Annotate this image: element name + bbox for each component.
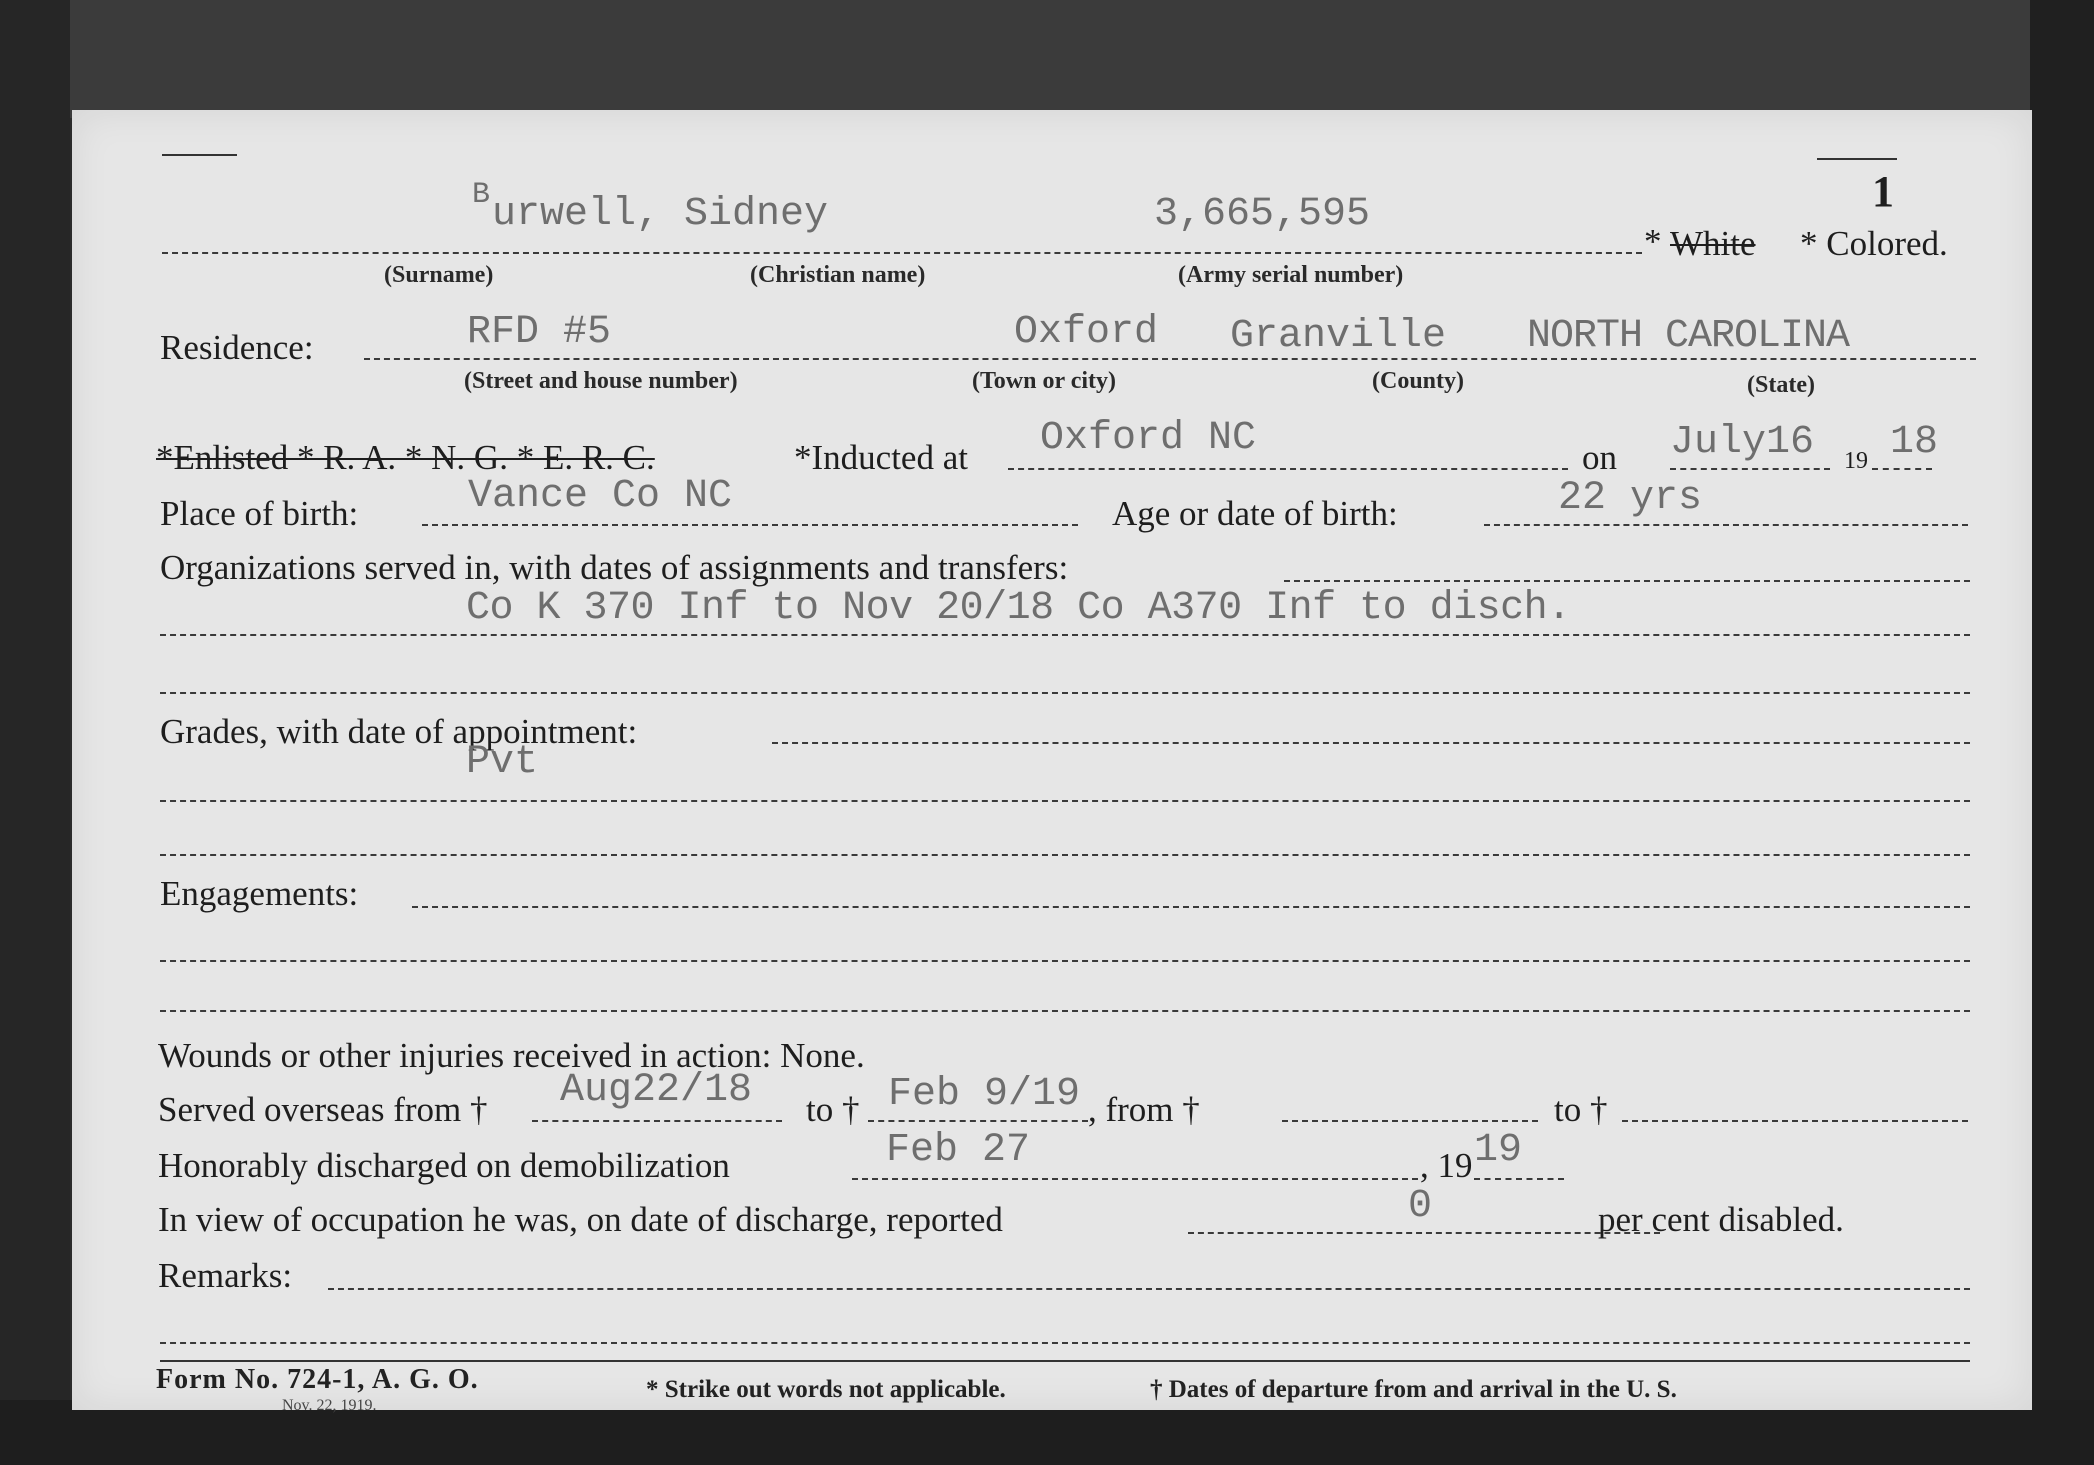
disabled-label: per cent disabled. <box>1598 1200 1844 1239</box>
engagements-line-2 <box>160 960 1970 962</box>
overseas-to-line-2 <box>1622 1120 1968 1122</box>
organizations-line-3 <box>160 692 1970 694</box>
dates-note: † Dates of departure from and arrival in the U. S. <box>1150 1376 1677 1403</box>
name-line <box>162 252 1642 254</box>
inducted-place-value: Oxford NC <box>1040 416 1257 461</box>
overseas-label: Served overseas from † <box>158 1090 488 1129</box>
race-colored: * Colored. <box>1800 224 1948 263</box>
card-number: 1 <box>1872 167 1894 216</box>
inducted-date-value: July16 <box>1670 420 1815 465</box>
organizations-value: Co K 370 Inf to Nov 20/18 Co A370 Inf to disch. <box>466 586 1571 631</box>
birth-place-label: Place of birth: <box>160 494 359 533</box>
engagements-line-3 <box>160 1010 1970 1012</box>
organizations-label: Organizations served in, with dates of assignments and transfers: <box>160 548 1069 587</box>
overseas-to-value: Feb 9/19 <box>888 1072 1081 1117</box>
overseas-from-label-2: , from † <box>1088 1090 1200 1129</box>
caption-town: (Town or city) <box>972 368 1116 394</box>
surname-initial: B <box>472 178 491 212</box>
inducted-year-prefix: 19 <box>1844 448 1868 474</box>
inducted-label: *Inducted at <box>794 438 968 477</box>
background-top <box>0 0 2094 118</box>
caption-christian-name: (Christian name) <box>750 262 926 288</box>
organizations-line-1 <box>1284 580 1970 582</box>
top-left-rule <box>162 154 237 156</box>
discharge-date-value: Feb 27 <box>886 1128 1031 1173</box>
background-right <box>2030 0 2094 1465</box>
name-value: urwell, Sidney <box>492 192 829 237</box>
caption-street: (Street and house number) <box>464 368 738 394</box>
occupation-label: In view of occupation he was, on date of discharge, reported <box>158 1200 1003 1239</box>
form-number: Form No. 724-1, A. G. O. <box>156 1364 479 1395</box>
wounds-label: Wounds or other injuries received in action: None. <box>158 1036 865 1075</box>
discharge-year-value: 19 <box>1474 1128 1523 1173</box>
overseas-to-label-2: to † <box>1554 1090 1608 1129</box>
serial-number-value: 3,665,595 <box>1154 192 1371 237</box>
remarks-line-2 <box>160 1342 1970 1344</box>
inducted-date-line <box>1670 468 1830 470</box>
county-value: Granville <box>1230 314 1447 359</box>
discharge-year-prefix: , 19 <box>1420 1146 1473 1185</box>
overseas-to-line <box>868 1120 1088 1122</box>
remarks-line-1 <box>328 1288 1970 1290</box>
grades-line-3 <box>160 854 1970 856</box>
grade-value: Pvt <box>466 740 539 785</box>
overseas-from-value: Aug22/18 <box>560 1068 753 1113</box>
caption-county: (County) <box>1372 368 1465 394</box>
inducted-place-line <box>1008 468 1568 470</box>
form-date: Nov. 22, 1919. <box>282 1397 377 1414</box>
discharge-label: Honorably discharged on demobilization <box>158 1146 730 1185</box>
grades-line-1 <box>772 742 1970 744</box>
disability-value: 0 <box>1408 1184 1433 1229</box>
caption-surname: (Surname) <box>384 262 494 288</box>
engagements-label: Engagements: <box>160 874 359 913</box>
service-record-card <box>72 110 2032 1414</box>
town-value: Oxford <box>1014 310 1159 355</box>
race-white-struck: White <box>1670 224 1756 263</box>
street-value: RFD #5 <box>467 310 612 355</box>
inducted-year-line <box>1872 468 1932 470</box>
enlisted-types-struck: *Enlisted * R. A. * N. G. * E. R. C. <box>156 438 655 477</box>
on-label: on <box>1582 438 1617 477</box>
caption-serial-number: (Army serial number) <box>1178 262 1404 288</box>
age-value: 22 yrs <box>1558 476 1703 521</box>
grades-label: Grades, with date of appointment: <box>160 712 638 751</box>
caption-state: (State) <box>1747 372 1815 398</box>
organizations-line-2 <box>160 634 1970 636</box>
overseas-from-line-2 <box>1282 1120 1538 1122</box>
disability-line <box>1188 1232 1660 1234</box>
overseas-to-label: to † <box>806 1090 860 1129</box>
footer-rule <box>160 1360 1970 1362</box>
residence-line <box>364 358 1976 360</box>
discharge-date-line <box>852 1178 1418 1180</box>
inducted-year-value: 18 <box>1890 420 1939 465</box>
strike-note: * Strike out words not applicable. <box>646 1376 1006 1403</box>
race-star: * <box>1644 222 1662 261</box>
grades-line-2 <box>160 800 1970 802</box>
remarks-label: Remarks: <box>158 1256 293 1295</box>
birth-place-line <box>422 524 1078 526</box>
overseas-from-line <box>532 1120 782 1122</box>
discharge-year-line <box>1474 1178 1564 1180</box>
state-value: NORTH CAROLINA <box>1527 314 1850 359</box>
birth-place-value: Vance Co NC <box>468 474 733 519</box>
residence-label: Residence: <box>160 328 314 367</box>
background-left <box>0 0 70 1465</box>
engagements-line-1 <box>412 906 1970 908</box>
age-label: Age or date of birth: <box>1112 494 1398 533</box>
age-line <box>1484 524 1968 526</box>
top-right-rule <box>1817 158 1897 160</box>
